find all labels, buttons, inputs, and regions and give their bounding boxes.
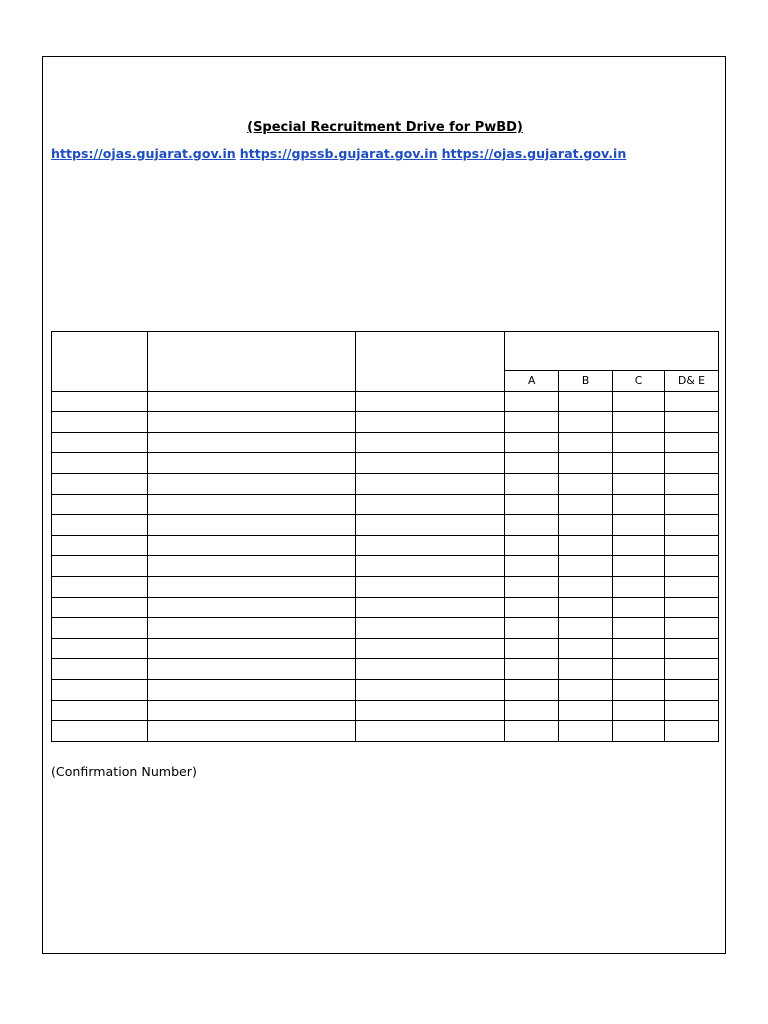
category-de-cell (665, 535, 719, 556)
cadre-name-cell (147, 515, 355, 536)
notice-no-cell (52, 412, 148, 433)
category-b-cell (559, 515, 613, 536)
total-posts-cell (355, 432, 505, 453)
category-b-cell (559, 412, 613, 433)
category-c-cell (613, 576, 665, 597)
category-a-cell (505, 700, 559, 721)
table-row (52, 700, 719, 721)
page-title (43, 63, 727, 89)
category-c-cell (613, 494, 665, 515)
notice-no-cell (52, 494, 148, 515)
category-b-cell (559, 494, 613, 515)
category-b-cell (559, 391, 613, 412)
category-de-cell (665, 515, 719, 536)
table-row (52, 391, 719, 412)
col-cat-b: B (559, 371, 613, 392)
table-row (52, 515, 719, 536)
cadre-name-cell (147, 618, 355, 639)
notice-no-cell (52, 453, 148, 474)
category-c-cell (613, 432, 665, 453)
table-row (52, 432, 719, 453)
note-item-3: (Confirmation Number) (51, 764, 197, 779)
col-cat-c: C (613, 371, 665, 392)
category-de-cell (665, 453, 719, 474)
cadre-name-cell (147, 432, 355, 453)
category-de-cell (665, 432, 719, 453)
col-total (355, 332, 505, 392)
category-a-cell (505, 576, 559, 597)
total-posts-cell (355, 453, 505, 474)
cadre-name-cell (147, 576, 355, 597)
col-notice-no (52, 332, 148, 392)
category-a-cell (505, 432, 559, 453)
table-row (52, 638, 719, 659)
col-cat-de: D& E (665, 371, 719, 392)
category-de-cell (665, 618, 719, 639)
category-de-cell (665, 556, 719, 577)
category-a-cell (505, 473, 559, 494)
notice-no-cell (52, 618, 148, 639)
table-row (52, 494, 719, 515)
category-c-cell (613, 453, 665, 474)
category-a-cell (505, 494, 559, 515)
cadre-name-cell (147, 638, 355, 659)
category-a-cell (505, 679, 559, 700)
total-posts-cell (355, 679, 505, 700)
category-de-cell (665, 412, 719, 433)
category-c-cell (613, 535, 665, 556)
category-c-cell (613, 597, 665, 618)
table-row (52, 679, 719, 700)
cadre-name-cell (147, 679, 355, 700)
cadre-name-cell (147, 494, 355, 515)
col-cat-a: A (505, 371, 559, 392)
category-b-cell (559, 535, 613, 556)
page-subtitle (43, 95, 727, 115)
cadre-name-cell (147, 412, 355, 433)
category-c-cell (613, 391, 665, 412)
notice-no-cell (52, 700, 148, 721)
total-posts-cell (355, 576, 505, 597)
notice-no-cell (52, 391, 148, 412)
ojas-link[interactable]: https://ojas.gujarat.gov.in (51, 146, 236, 161)
category-b-cell (559, 700, 613, 721)
total-posts-cell (355, 700, 505, 721)
category-c-cell (613, 473, 665, 494)
notice-no-cell (52, 515, 148, 536)
cadre-name-cell (147, 556, 355, 577)
notice-no-cell (52, 432, 148, 453)
total-posts-cell (355, 412, 505, 433)
table-row (52, 556, 719, 577)
category-c-cell (613, 412, 665, 433)
category-de-cell (665, 700, 719, 721)
notice-no-cell (52, 659, 148, 680)
total-b (559, 721, 613, 742)
category-c-cell (613, 659, 665, 680)
category-a-cell (505, 391, 559, 412)
cadre-name-cell (147, 597, 355, 618)
notice-no-cell (52, 535, 148, 556)
notice-title: (Special Recruitment Drive for PwBD) (247, 120, 523, 135)
category-c-cell (613, 638, 665, 659)
table-body (52, 391, 719, 721)
category-b-cell (559, 597, 613, 618)
cadre-name-cell (147, 453, 355, 474)
table-row (52, 597, 719, 618)
total-posts-cell (355, 494, 505, 515)
category-a-cell (505, 515, 559, 536)
category-a-cell (505, 535, 559, 556)
category-b-cell (559, 618, 613, 639)
category-de-cell (665, 638, 719, 659)
category-a-cell (505, 638, 559, 659)
category-b-cell (559, 638, 613, 659)
category-b-cell (559, 556, 613, 577)
category-b-cell (559, 659, 613, 680)
category-a-cell (505, 618, 559, 639)
notice-no-cell (52, 638, 148, 659)
category-c-cell (613, 679, 665, 700)
footer (51, 927, 719, 949)
category-c-cell (613, 618, 665, 639)
category-b-cell (559, 679, 613, 700)
category-b-cell (559, 473, 613, 494)
total-a (505, 721, 559, 742)
table-row (52, 473, 719, 494)
total-value (355, 721, 505, 742)
category-a-cell (505, 659, 559, 680)
total-label (147, 721, 355, 742)
category-c-cell (613, 700, 665, 721)
notes-section (51, 760, 719, 783)
col-cadre (147, 332, 355, 392)
category-de-cell (665, 576, 719, 597)
gpssb-link[interactable]: https://gpssb.gujarat.gov.in (239, 146, 438, 161)
table-row (52, 535, 719, 556)
category-a-cell (505, 412, 559, 433)
table-row (52, 576, 719, 597)
category-de-cell (665, 659, 719, 680)
total-c (613, 721, 665, 742)
category-b-cell (559, 432, 613, 453)
cadre-name-cell (147, 473, 355, 494)
total-posts-cell (355, 515, 505, 536)
total-posts-cell (355, 659, 505, 680)
category-de-cell (665, 494, 719, 515)
cadre-name-cell (147, 535, 355, 556)
total-row (52, 721, 719, 742)
table-row (52, 453, 719, 474)
col-reserved (505, 332, 719, 371)
category-c-cell (613, 515, 665, 536)
notice-sheet (42, 56, 726, 954)
category-b-cell (559, 576, 613, 597)
ojas-link-2[interactable]: https://ojas.gujarat.gov.in (441, 146, 627, 161)
notice-no-cell (52, 576, 148, 597)
total-posts-cell (355, 618, 505, 639)
category-b-cell (559, 453, 613, 474)
category-a-cell (505, 597, 559, 618)
notice-no-cell (52, 679, 148, 700)
total-posts-cell (355, 638, 505, 659)
table-row (52, 659, 719, 680)
cadre-name-cell (147, 659, 355, 680)
notice-no-cell (52, 556, 148, 577)
category-c-cell (613, 556, 665, 577)
notice-no-cell (52, 473, 148, 494)
total-posts-cell (355, 556, 505, 577)
table-row (52, 412, 719, 433)
cadre-name-cell (147, 700, 355, 721)
total-de (665, 721, 719, 742)
table-row (52, 618, 719, 639)
total-posts-cell (355, 535, 505, 556)
category-de-cell (665, 597, 719, 618)
notice-no-cell (52, 597, 148, 618)
category-de-cell (665, 679, 719, 700)
total-empty-cell (52, 721, 148, 742)
total-posts-cell (355, 391, 505, 412)
category-de-cell (665, 391, 719, 412)
total-posts-cell (355, 473, 505, 494)
category-de-cell (665, 473, 719, 494)
intro-paragraph (51, 143, 719, 329)
category-a-cell (505, 556, 559, 577)
cadre-name-cell (147, 391, 355, 412)
category-a-cell (505, 453, 559, 474)
total-posts-cell (355, 597, 505, 618)
posts-table (51, 331, 719, 742)
